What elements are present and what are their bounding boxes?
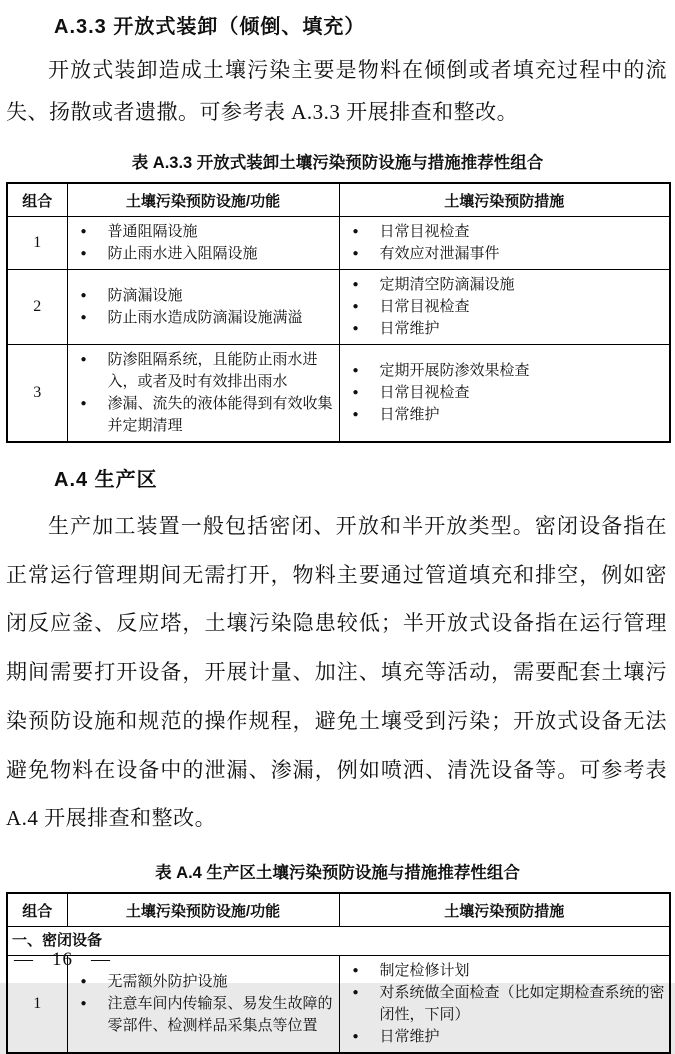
- combo-id: 1: [7, 217, 67, 270]
- bullet-icon: ●: [352, 301, 359, 312]
- list-item: [344, 360, 666, 382]
- bullet-icon: ●: [80, 354, 87, 365]
- list-item: [344, 960, 666, 982]
- bullet-icon: ●: [80, 312, 87, 323]
- group-row-label: 一、密闭设备: [7, 927, 670, 956]
- section-a33-paragraph: 开放式装卸造成土壤污染主要是物料在倾倒或者填充过程中的流失、扬散或者遗撒。可参考表 A.3.3 开展排查和整改。: [6, 58, 667, 124]
- list-item: [72, 993, 335, 1037]
- list-item-text: 日常维护: [379, 1029, 440, 1046]
- bullet-icon: ●: [352, 365, 359, 376]
- list-item: [72, 349, 335, 393]
- list-item-text: 定期清空防滴漏设施: [379, 277, 515, 293]
- list-item-text: 日常目视检查: [379, 385, 470, 401]
- list-item: [344, 318, 666, 340]
- bullet-icon: ●: [352, 279, 359, 290]
- bullet-icon: ●: [80, 226, 87, 237]
- table-a4-caption: 表 A.4 生产区土壤污染预防设施与措施推荐性组合: [155, 864, 520, 883]
- col-header-combo: 组合: [7, 183, 67, 217]
- col-header-combo: 组合: [7, 893, 67, 927]
- facility-cell: [67, 345, 339, 443]
- col-header-facility: 土壤污染预防设施/功能: [67, 183, 339, 217]
- measure-cell: [339, 345, 670, 443]
- section-a33-heading: A.3.3 开放式装卸（倾倒、填充）: [54, 16, 366, 38]
- combo-id: 1: [7, 956, 67, 1054]
- list-item-text: 日常维护: [379, 407, 440, 423]
- list-item: [344, 274, 666, 296]
- bullet-icon: ●: [80, 290, 87, 301]
- table-row: [7, 217, 670, 270]
- list-item: [344, 243, 666, 265]
- list-item: [344, 296, 666, 318]
- list-item: [72, 285, 335, 307]
- list-item-text: 有效应对泄漏事件: [379, 246, 500, 262]
- list-item: [344, 404, 666, 426]
- list-item: [72, 307, 335, 329]
- list-item-text: 对系统做全面检查（比如定期检查系统的密闭性，下同）: [379, 985, 665, 1024]
- combo-id: 3: [7, 345, 67, 443]
- measure-cell: [339, 217, 670, 270]
- bullet-icon: ●: [352, 226, 359, 237]
- footer-dash-left: —: [14, 949, 34, 970]
- bullet-icon: ●: [80, 398, 87, 409]
- list-item: [72, 393, 335, 437]
- page-number: 16: [52, 949, 73, 970]
- bullet-icon: ●: [352, 248, 359, 259]
- section-a4-heading: A.4 生产区: [54, 469, 158, 491]
- list-item-text: 制定检修计划: [379, 963, 470, 980]
- list-item-text: 注意车间内传输泵、易发生故障的零部件、检测样品采集点等位置: [107, 996, 333, 1035]
- combo-id: 2: [7, 270, 67, 345]
- list-item-text: 防渗阻隔系统，且能防止雨水进入，或者及时有效排出雨水: [107, 352, 318, 390]
- bullet-icon: ●: [352, 1031, 359, 1043]
- bullet-icon: ●: [352, 965, 359, 977]
- table-a4: [6, 892, 671, 1054]
- section-a4-paragraph: 生产加工装置一般包括密闭、开放和半开放类型。密闭设备指在正常运行管理期间无需打开，物料主要通过管道填充和排空，例如密闭反应釜、反应塔，土壤污染隐患较低；半开放式设备指在运行管理期间需要打开设备，开展计量、加注、填充等活动，需要配套土壤污染预防设施和规范的操作规程，避免土壤受到污染；开放式设备无法避免物料在设备中的泄漏、渗漏，例如喷洒、清洗设备等。可参考表 A.4 开展排查和整改。: [6, 514, 667, 831]
- list-item-text: 防滴漏设施: [107, 288, 183, 304]
- list-item-text: 渗漏、流失的液体能得到有效收集并定期清理: [107, 396, 333, 434]
- col-header-facility: 土壤污染预防设施/功能: [67, 893, 339, 927]
- facility-cell: [67, 270, 339, 345]
- table-a33-caption: 表 A.3.3 开放式装卸土壤污染预防设施与措施推荐性组合: [131, 154, 544, 172]
- footer-dash-right: —: [91, 949, 111, 970]
- page-footer: [14, 949, 111, 971]
- col-header-measure: 土壤污染预防措施: [339, 893, 670, 927]
- bullet-icon: ●: [352, 409, 359, 420]
- list-item: [344, 1026, 666, 1048]
- bullet-icon: ●: [80, 976, 87, 988]
- measure-cell: [339, 270, 670, 345]
- list-item: [344, 982, 666, 1026]
- bullet-icon: ●: [80, 248, 87, 259]
- table-a33: [6, 182, 671, 443]
- list-item-text: 防止雨水进入阻隔设施: [107, 246, 258, 262]
- list-item-text: 普通阻隔设施: [107, 224, 198, 240]
- bullet-icon: ●: [352, 323, 359, 334]
- col-header-measure: 土壤污染预防措施: [339, 183, 670, 217]
- table-a4-header-row: [7, 893, 670, 927]
- list-item-text: 定期开展防渗效果检查: [379, 363, 530, 379]
- table-row: [7, 270, 670, 345]
- list-item: [344, 382, 666, 404]
- list-item: [72, 221, 335, 243]
- list-item: [344, 221, 666, 243]
- list-item-text: 日常目视检查: [379, 299, 470, 315]
- measure-cell: [339, 956, 670, 1054]
- list-item: [72, 971, 335, 993]
- table-a33-header-row: [7, 183, 670, 217]
- facility-cell: [67, 217, 339, 270]
- list-item: [72, 243, 335, 265]
- list-item-text: 无需额外防护设施: [107, 974, 228, 991]
- table-row: [7, 345, 670, 443]
- bullet-icon: ●: [352, 987, 359, 999]
- bullet-icon: ●: [352, 387, 359, 398]
- list-item-text: 防止雨水造成防滴漏设施满溢: [107, 310, 303, 326]
- list-item-text: 日常目视检查: [379, 224, 470, 240]
- bullet-icon: ●: [80, 998, 87, 1010]
- list-item-text: 日常维护: [379, 321, 440, 337]
